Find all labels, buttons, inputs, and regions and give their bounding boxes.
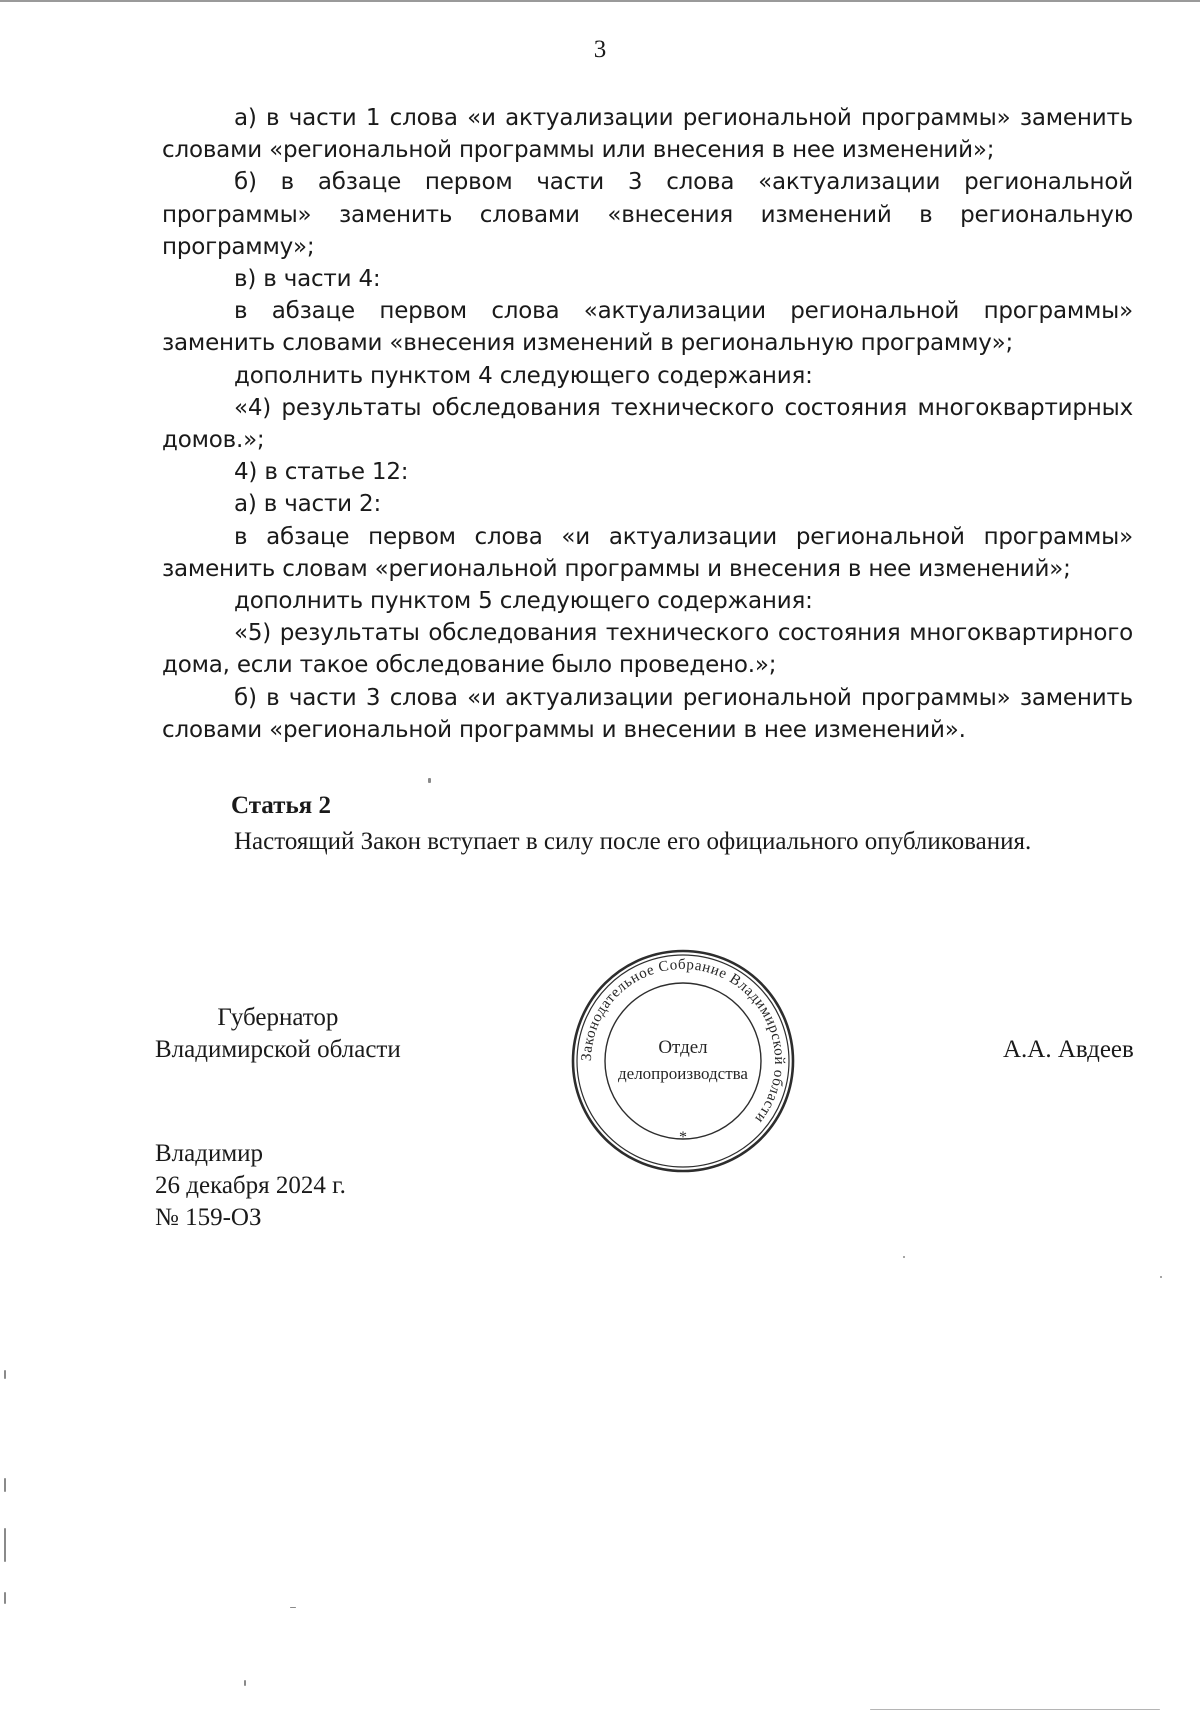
- scan-speck: [428, 778, 431, 783]
- scan-speck: [4, 1478, 6, 1492]
- top-border-line: [0, 0, 1200, 2]
- official-stamp: [570, 948, 796, 1174]
- page-number: 3: [593, 36, 607, 63]
- paragraph: дополнить пунктом 5 следующего содержания:: [234, 588, 813, 615]
- scan-speck: [4, 1528, 6, 1562]
- stamp-ring-text-path: Законодательное Собрание Владимирской области: [578, 956, 788, 1127]
- amendments-text: [162, 102, 1133, 746]
- paragraph: б) в абзаце первом части 3 слова «актуализации региональной программы» заменить словами «внесения изменений в региональную программу»;: [162, 169, 1133, 260]
- paragraph: дополнить пунктом 4 следующего содержания:: [234, 362, 813, 389]
- law-number: № 159-ОЗ: [155, 1204, 262, 1231]
- signatory-title-line1: Губернатор: [217, 1004, 339, 1031]
- article-text: Настоящий Закон вступает в силу после его официального опубликования.: [234, 828, 1032, 855]
- paragraph: а) в части 2:: [234, 491, 382, 518]
- scan-speck: [290, 1607, 296, 1608]
- stamp-center-line1: Отдел: [658, 1037, 708, 1058]
- scan-speck: [4, 1370, 6, 1379]
- stamp-center-line2: делопроизводства: [618, 1064, 748, 1083]
- signatory-title: [155, 1002, 401, 1066]
- date: 26 декабря 2024 г.: [155, 1172, 346, 1199]
- city: Владимир: [155, 1140, 264, 1167]
- scan-speck: [244, 1680, 246, 1686]
- signatory-title-line2: Владимирской области: [155, 1036, 401, 1063]
- stamp-inner-ring: [605, 983, 761, 1139]
- paragraph: в абзаце первом слова «актуализации региональной программы» заменить словами «внесения изменений в региональную программу»;: [162, 298, 1133, 357]
- paragraph: а) в части 1 слова «и актуализации региональной программы» заменить словами «региональной программы или внесения в нее изменений»;: [162, 105, 1133, 164]
- paragraph: в абзаце первом слова «и актуализации региональной программы» заменить словам «региональной программы и внесения в нее изменений»;: [162, 523, 1133, 582]
- signatory-name: А.А. Авдеев: [1003, 1036, 1134, 1063]
- paragraph: б) в части 3 слова «и актуализации региональной программы» заменить словами «региональной программы и внесении в нее изменений».: [162, 684, 1133, 743]
- paragraph: 4) в статье 12:: [234, 459, 409, 486]
- article-heading: Статья 2: [231, 792, 331, 819]
- scan-speck: [870, 1709, 1160, 1710]
- scan-speck: [1160, 1276, 1162, 1278]
- scan-speck: [4, 1592, 6, 1604]
- paragraph: «5) результаты обследования технического состояния многоквартирного дома, если такое обследование было проведено.»;: [162, 620, 1133, 679]
- article-text-block: [162, 826, 1133, 858]
- place-and-date: [155, 1138, 346, 1234]
- paragraph: «4) результаты обследования технического состояния многоквартирных домов.»;: [162, 394, 1133, 454]
- stamp-star: *: [679, 1129, 687, 1146]
- scan-speck: [903, 1256, 905, 1258]
- paragraph: в) в части 4:: [234, 266, 381, 293]
